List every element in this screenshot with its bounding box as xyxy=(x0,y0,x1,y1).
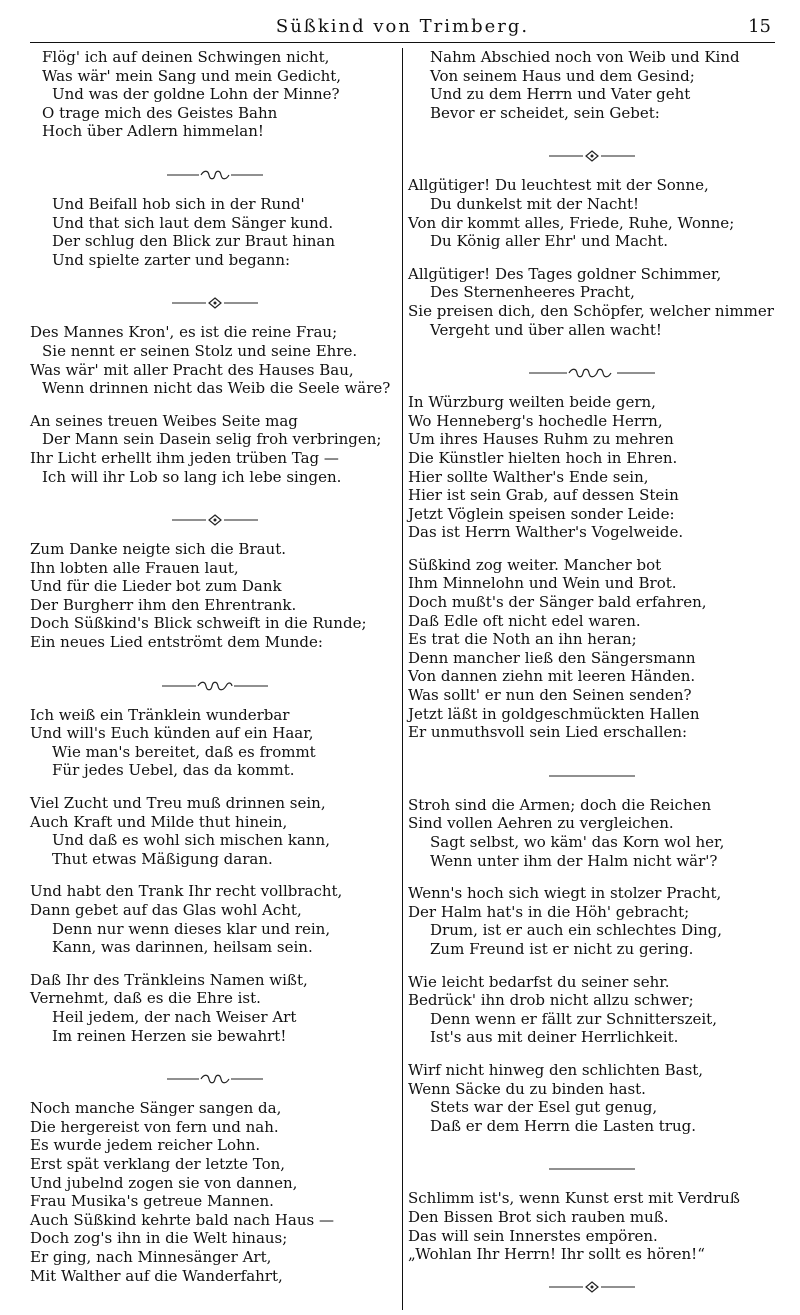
verse-line: Sind vollen Aehren zu vergleichen. xyxy=(408,814,674,833)
stanza xyxy=(408,265,776,339)
verse-line: Auch Süßkind kehrte bald nach Haus — xyxy=(30,1210,334,1229)
verse-line: Süßkind zog weiter. Mancher bot xyxy=(408,555,662,574)
stanza xyxy=(30,323,400,397)
verse-line: Und zu dem Herrn und Vater geht xyxy=(430,85,691,104)
verse-line: Allgütiger! Des Tages goldner Schimmer, xyxy=(408,264,722,283)
verse-line: Sagt selbst, wo käm' das Korn wol her, xyxy=(430,833,725,851)
verse-line: Den Bissen Brot sich rauben muß. xyxy=(408,1207,669,1226)
page-number: 15 xyxy=(748,16,771,37)
vine-ornament-icon xyxy=(408,353,776,393)
stanza xyxy=(408,973,776,1047)
verse-line: Was wär' mit aller Pracht des Hauses Bau, xyxy=(30,360,354,379)
verse-line: Schlimm ist's, wenn Kunst erst mit Verdruß xyxy=(408,1189,740,1208)
verse-line: Sie preisen dich, den Schöpfer, welcher nimmer xyxy=(408,301,774,320)
verse-line: Ihm Minnelohn und Wein und Brot. xyxy=(408,574,677,593)
verse-line: Viel Zucht und Treu muß drinnen sein, xyxy=(30,794,326,813)
verse-line: Von dannen ziehn mit leeren Händen. xyxy=(408,667,696,686)
rule-ornament-icon xyxy=(408,1149,776,1189)
left-column xyxy=(30,48,400,1299)
verse-line: Um ihres Hauses Ruhm zu mehren xyxy=(408,430,674,449)
verse-line: Das ist Herrn Walther's Vogelweide. xyxy=(408,523,684,542)
vine-ornament-icon xyxy=(30,666,400,706)
stanza xyxy=(30,1099,400,1285)
verse-line: Und will's Euch künden auf ein Haar, xyxy=(30,724,314,743)
verse-line: Und spielte zarter und begann: xyxy=(52,250,291,269)
verse-line: Stroh sind die Armen; doch die Reichen xyxy=(408,795,712,814)
verse-line: Doch zog's ihn in die Welt hinaus; xyxy=(30,1229,288,1248)
verse-line: Stets war der Esel gut genug, xyxy=(430,1098,658,1117)
verse-line: Was sollt' er nun den Seinen senden? xyxy=(408,686,692,705)
vine-ornament-icon xyxy=(30,155,400,195)
verse-line: Daß Ihr des Tränkleins Namen wißt, xyxy=(30,970,308,989)
verse-line: Jetzt Vöglein speisen sonder Leide: xyxy=(408,504,675,523)
verse-line: Drum, ist er auch ein schlechtes Ding, xyxy=(430,921,722,940)
verse-line: Wirf nicht hinweg den schlichten Bast, xyxy=(408,1060,704,1079)
column-divider xyxy=(402,48,403,1310)
verse-line: Wie man's bereitet, daß es frommt xyxy=(52,742,316,761)
verse-line: Hier sollte Walther's Ende sein, xyxy=(408,467,649,486)
verse-line: Vernehmt, daß es die Ehre ist. xyxy=(30,989,261,1008)
page-title: Süßkind von Trimberg. xyxy=(275,16,530,37)
verse-line: Wenn's hoch sich wiegt in stolzer Pracht, xyxy=(408,884,722,903)
verse-line: Das will sein Innerstes empören. xyxy=(408,1226,658,1245)
verse-line: O trage mich des Geistes Bahn xyxy=(42,103,278,122)
stanza xyxy=(408,176,776,250)
verse-line: Die Künstler hielten hoch in Ehren. xyxy=(408,448,678,467)
verse-line: Und habt den Trank Ihr recht vollbracht, xyxy=(30,882,343,901)
stanza xyxy=(30,882,400,956)
verse-line: Bevor er scheidet, sein Gebet: xyxy=(430,103,660,122)
running-header xyxy=(30,14,775,43)
stanza xyxy=(408,48,776,122)
verse-line: Ein neues Lied entströmt dem Munde: xyxy=(30,633,323,652)
verse-line: Du dunkelst mit der Nacht! xyxy=(430,194,640,213)
stanza xyxy=(30,412,400,486)
verse-line: Noch manche Sänger sangen da, xyxy=(30,1099,282,1118)
verse-line: Und daß es wohl sich mischen kann, xyxy=(52,831,330,850)
verse-line: Jetzt läßt in goldgeschmückten Hallen xyxy=(408,704,700,723)
verse-line: Ist's aus mit deiner Herrlichkeit. xyxy=(430,1028,679,1047)
verse-line: Heil jedem, der nach Weiser Art xyxy=(52,1007,297,1026)
stanza xyxy=(30,794,400,868)
verse-line: Doch mußt's der Sänger bald erfahren, xyxy=(408,593,707,612)
right-column xyxy=(408,48,776,1296)
verse-line: Von dir kommt alles, Friede, Ruhe, Wonne; xyxy=(408,213,735,232)
diamond-ornament-icon xyxy=(30,500,400,540)
stanza xyxy=(30,706,400,780)
stanza xyxy=(30,195,400,269)
verse-line: Und jubelnd zogen sie von dannen, xyxy=(30,1173,298,1192)
stanza xyxy=(30,540,400,652)
verse-line: Denn wenn er fällt zur Schnitterszeit, xyxy=(430,1009,717,1028)
verse-line: Zum Freund ist er nicht zu gering. xyxy=(430,939,694,958)
verse-line: Erst spät verklang der letzte Ton, xyxy=(30,1154,286,1173)
verse-line: Thut etwas Mäßigung daran. xyxy=(52,849,273,868)
verse-line: Ich will ihr Lob so lang ich lebe singen. xyxy=(42,467,342,486)
stanza xyxy=(408,1061,776,1135)
verse-line: Es wurde jedem reicher Lohn. xyxy=(30,1136,261,1155)
verse-line: Allgütiger! Du leuchtest mit der Sonne, xyxy=(408,176,709,195)
verse-line: Doch Süßkind's Blick schweift in die Runde; xyxy=(30,614,367,633)
verse-line: Er unmuthsvoll sein Lied erschallen: xyxy=(408,723,688,742)
verse-line: Wenn unter ihm der Halm nicht wär'? xyxy=(430,851,718,870)
verse-line: Denn nur wenn dieses klar und rein, xyxy=(52,919,331,938)
verse-line: Und für die Lieder bot zum Dank xyxy=(30,577,282,596)
rule-ornament-icon xyxy=(408,756,776,796)
diamond-ornament-icon xyxy=(30,283,400,323)
verse-line: Für jedes Uebel, das da kommt. xyxy=(52,761,295,780)
verse-line: Wo Henneberg's hochedle Herrn, xyxy=(408,411,663,430)
stanza xyxy=(408,796,776,870)
verse-line: Es trat die Noth an ihn heran; xyxy=(408,630,637,649)
verse-line: Flög' ich auf deinen Schwingen nicht, xyxy=(42,48,330,66)
stanza xyxy=(408,393,776,542)
verse-line: Der Burgherr ihm den Ehrentrank. xyxy=(30,595,297,614)
verse-line: Die hergereist von fern und nah. xyxy=(30,1117,279,1136)
stanza xyxy=(408,556,776,742)
diamond-ornament-icon xyxy=(408,1278,776,1296)
verse-line: Der schlug den Blick zur Braut hinan xyxy=(52,232,336,251)
verse-line: Von seinem Haus und dem Gesind; xyxy=(430,66,695,85)
verse-line: Und was der goldne Lohn der Minne? xyxy=(52,85,340,104)
verse-line: Und that sich laut dem Sänger kund. xyxy=(52,213,334,232)
verse-line: Ihn lobten alle Frauen laut, xyxy=(30,558,239,577)
diamond-ornament-icon xyxy=(408,136,776,176)
verse-line: Der Halm hat's in die Höh' gebracht; xyxy=(408,902,690,921)
verse-line: Hier ist sein Grab, auf dessen Stein xyxy=(408,486,679,505)
verse-line: Hoch über Adlern himmelan! xyxy=(42,122,264,141)
verse-line: Du König aller Ehr' und Macht. xyxy=(430,232,668,251)
verse-line: Frau Musika's getreue Mannen. xyxy=(30,1192,274,1211)
stanza xyxy=(408,1189,776,1263)
verse-line: Der Mann sein Dasein selig froh verbringen; xyxy=(42,430,382,449)
verse-line: Bedrück' ihn drob nicht allzu schwer; xyxy=(408,991,694,1010)
verse-line: Sie nennt er seinen Stolz und seine Ehre. xyxy=(42,341,358,360)
verse-line: Im reinen Herzen sie bewahrt! xyxy=(52,1026,287,1045)
verse-line: Ich weiß ein Tränklein wunderbar xyxy=(30,705,290,724)
verse-line: Und Beifall hob sich in der Rund' xyxy=(52,194,305,213)
verse-line: Zum Danke neigte sich die Braut. xyxy=(30,540,287,559)
verse-line: Mit Walther auf die Wanderfahrt, xyxy=(30,1266,283,1285)
verse-line: Was wär' mein Sang und mein Gedicht, xyxy=(42,66,342,85)
stanza xyxy=(30,971,400,1045)
verse-line: Vergeht und über allen wacht! xyxy=(430,320,662,339)
verse-line: „Wohlan Ihr Herrn! Ihr sollt es hören!“ xyxy=(408,1245,705,1264)
verse-line: Daß Edle oft nicht edel waren. xyxy=(408,611,641,630)
verse-line: Wenn drinnen nicht das Weib die Seele wäre? xyxy=(42,379,391,398)
verse-line: Wenn Säcke du zu binden hast. xyxy=(408,1079,646,1098)
verse-line: Kann, was darinnen, heilsam sein. xyxy=(52,938,313,957)
verse-line: Ihr Licht erhellt ihm jeden trüben Tag — xyxy=(30,448,339,467)
verse-line: Des Sternenheeres Pracht, xyxy=(430,283,635,302)
verse-line: Er ging, nach Minnesänger Art, xyxy=(30,1247,272,1266)
vine-ornament-icon xyxy=(30,1059,400,1099)
verse-line: Daß er dem Herrn die Lasten trug. xyxy=(430,1116,696,1135)
verse-line: Dann gebet auf das Glas wohl Acht, xyxy=(30,901,302,919)
verse-line: Auch Kraft und Milde thut hinein, xyxy=(30,812,288,831)
verse-line: In Würzburg weilten beide gern, xyxy=(408,393,656,412)
verse-line: Des Mannes Kron', es ist die reine Frau; xyxy=(30,323,338,342)
verse-line: Denn mancher ließ den Sängersmann xyxy=(408,648,696,667)
verse-line: Wie leicht bedarfst du seiner sehr. xyxy=(408,972,670,991)
verse-line: An seines treuen Weibes Seite mag xyxy=(30,411,298,430)
stanza xyxy=(408,884,776,958)
stanza xyxy=(30,48,400,141)
verse-line: Nahm Abschied noch von Weib und Kind xyxy=(430,48,740,66)
